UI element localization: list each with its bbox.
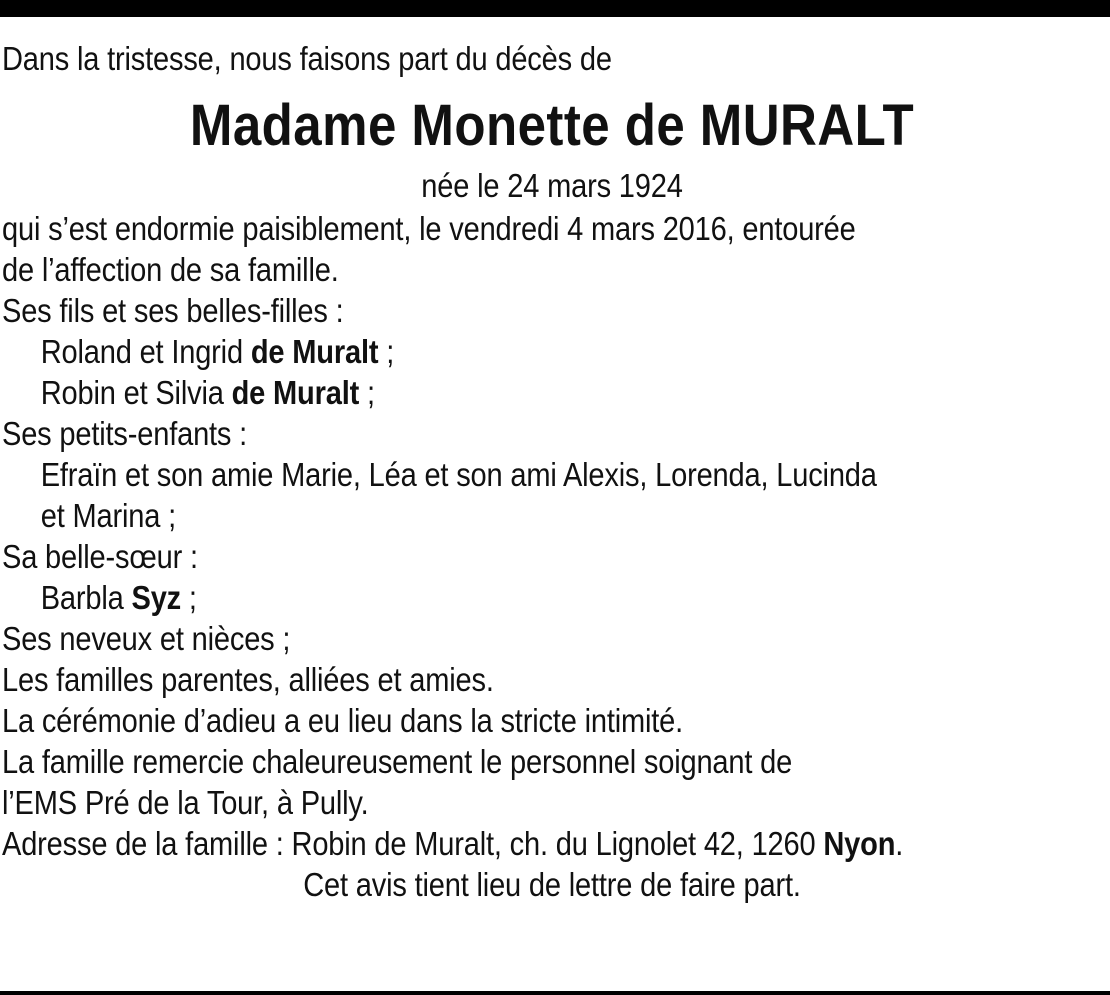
family-entry [2,331,970,372]
nephews-line: Ses neveux et nièces ; [2,620,291,657]
passing-line-1: qui s’est endormie paisiblement, le vendredi 4 mars 2016, entourée [2,210,856,247]
birth-date-line: née le 24 mars 1924 [421,167,683,204]
intro-line: Dans la tristesse, nous faisons part du décès de [2,40,612,77]
families-line: Les familles parentes, alliées et amies. [2,661,494,698]
death-notice [2,38,970,905]
entry-surname: de Muralt [250,333,379,370]
address-line [2,823,970,864]
entry-names: Roland et Ingrid [40,333,251,370]
bottom-border-rule [0,991,1110,995]
sister-in-law-heading: Sa belle-sœur : [2,538,198,575]
address-end: . [895,825,904,862]
deceased-name: Madame Monette de MURALT [189,93,915,158]
entry-end: ; [378,333,395,370]
entry-surname: Syz [131,579,182,616]
closing-line: Cet avis tient lieu de lettre de faire part. [303,866,801,903]
grandchildren-line-1: Efraïn et son amie Marie, Léa et son ami Alexis, Lorenda, Lucinda [40,456,877,493]
thanks-line-1: La famille remercie chaleureusement le personnel soignant de [2,743,793,780]
thanks-line-2: l’EMS Pré de la Tour, à Pully. [2,784,369,821]
grandchildren-line-2: et Marina ; [40,497,176,534]
entry-end: ; [181,579,197,616]
entry-names: Robin et Silvia [40,374,232,411]
family-entry [2,577,970,618]
family-entry [2,372,970,413]
entry-surname: de Muralt [231,374,360,411]
top-border-rule [0,0,1110,17]
address-city: Nyon [823,825,896,862]
address-text: Adresse de la famille : Robin de Muralt, ch. du Lignolet 42, 1260 [2,825,824,862]
sons-heading: Ses fils et ses belles-filles : [2,292,344,329]
entry-end: ; [359,374,375,411]
entry-names: Barbla [40,579,132,616]
passing-line-2: de l’affection de sa famille. [2,251,339,288]
ceremony-line: La cérémonie d’adieu a eu lieu dans la stricte intimité. [2,702,684,739]
grandchildren-heading: Ses petits-enfants : [2,415,248,452]
